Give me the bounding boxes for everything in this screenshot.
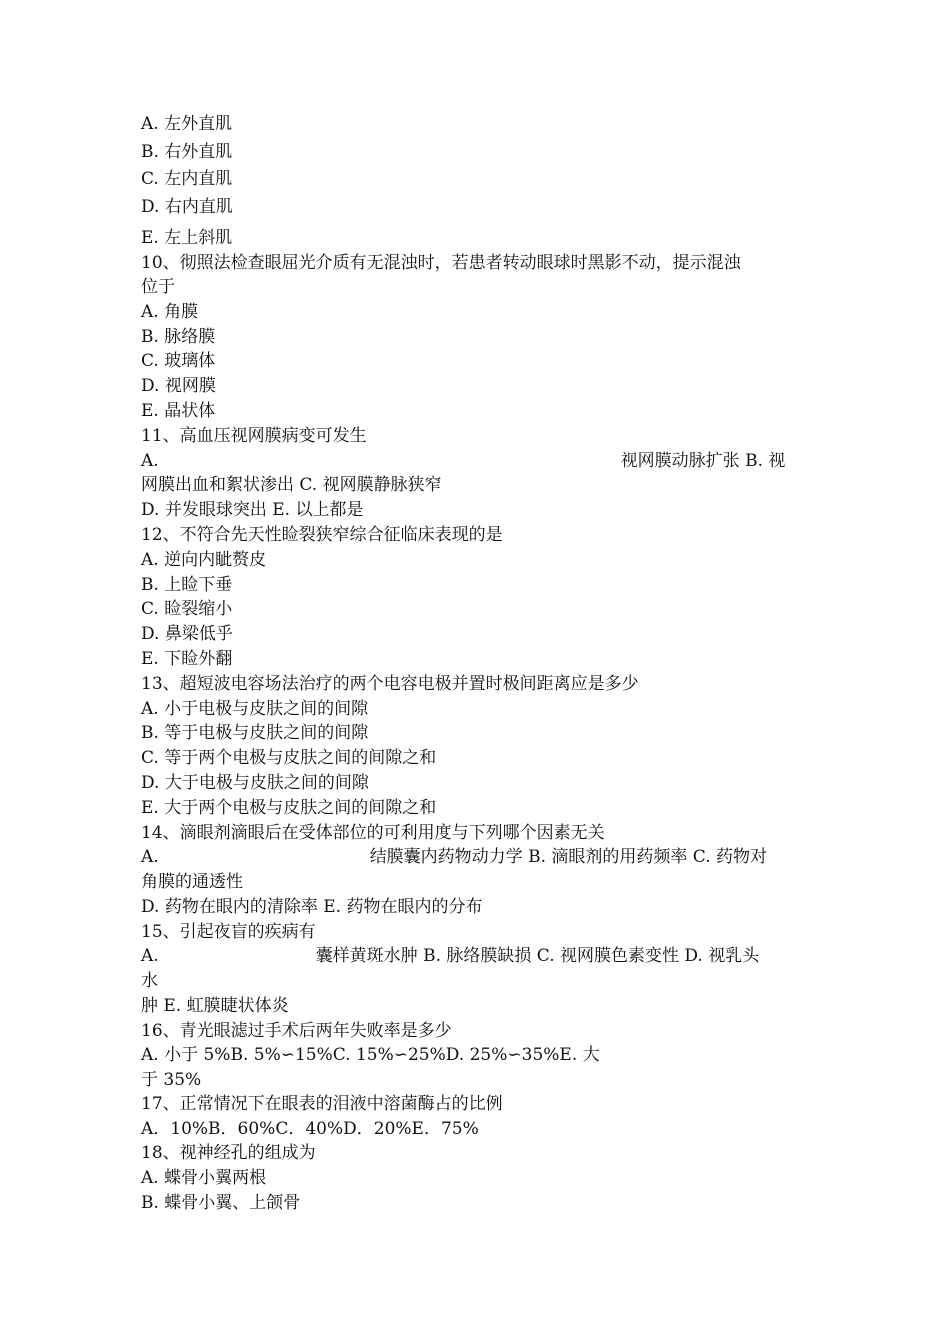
question-stem: 10、彻照法检查眼屈光介质有无混浊时，若患者转动眼球时黑影不动，提示混浊 (141, 253, 741, 273)
question-stem: 12、不符合先天性睑裂狭窄综合征临床表现的是 (141, 525, 503, 545)
option-text: 视网膜动脉扩张 B. 视 (620, 451, 786, 471)
question-stem: 15、引起夜盲的疾病有 (141, 922, 316, 942)
option-label: A. (141, 847, 159, 867)
option-line: D. 鼻梁低乎 (141, 624, 233, 644)
option-line: E. 晶状体 (141, 401, 216, 421)
option-line (141, 944, 759, 968)
option-line: C. 玻璃体 (141, 351, 216, 371)
option-line: A. 小于 5%B. 5%∽15%C. 15%∽25%D. 25%∽35%E. 大 (141, 1045, 600, 1065)
option-line: A. 左外直肌 (141, 114, 233, 134)
option-line: E. 大于两个电极与皮肤之间的间隙之和 (141, 798, 437, 818)
question-stem: 13、超短波电容场法治疗的两个电容电极并置时极间距离应是多少 (141, 674, 639, 694)
option-line: B. 右外直肌 (141, 142, 233, 162)
option-line: D. 右内直肌 (141, 197, 233, 217)
question-stem: 11、高血压视网膜病变可发生 (141, 426, 367, 446)
question-stem: 14、滴眼剂滴眼后在受体部位的可利用度与下列哪个因素无关 (141, 823, 605, 843)
option-line: A. 蝶骨小翼两根 (141, 1168, 267, 1188)
option-line: 角膜的通透性 (141, 872, 243, 892)
option-text: 结膜囊内药物动力学 B. 滴眼剂的用药频率 C. 药物对 (369, 847, 768, 867)
option-line: C. 等于两个电极与皮肤之间的间隙之和 (141, 748, 437, 768)
question-stem: 16、青光眼滤过手术后两年失败率是多少 (141, 1021, 452, 1041)
option-line: E. 左上斜肌 (141, 228, 233, 248)
option-line (141, 845, 767, 869)
option-text: 囊样黄斑水肿 B. 脉络膜缺损 C. 视网膜色素变性 D. 视乳头 (315, 946, 760, 966)
option-line: D. 药物在眼内的清除率 E. 药物在眼内的分布 (141, 897, 483, 917)
option-line: B. 上睑下垂 (141, 575, 233, 595)
option-label: A. (141, 451, 159, 471)
option-line: A. 逆向内眦赘皮 (141, 550, 267, 570)
option-line: D. 大于电极与皮肤之间的间隙 (141, 773, 369, 793)
question-stem: 17、正常情况下在眼表的泪液中溶菌酶占的比例 (141, 1094, 503, 1114)
option-line: A．10%B．60%C．40%D．20%E．75% (141, 1119, 479, 1139)
option-line: 网膜出血和絮状渗出 C. 视网膜静脉狭窄 (141, 475, 442, 495)
option-line: A. 角膜 (141, 302, 199, 322)
question-stem: 位于 (141, 277, 175, 297)
option-line (141, 449, 785, 473)
option-line: E. 下睑外翻 (141, 649, 233, 669)
option-line: A. 小于电极与皮肤之间的间隙 (141, 699, 369, 719)
option-line: D. 并发眼球突出 E. 以上都是 (141, 500, 364, 520)
option-line: C. 左内直肌 (141, 169, 233, 189)
option-line: B. 蝶骨小翼、上颌骨 (141, 1193, 301, 1213)
option-line: 于 35% (141, 1070, 202, 1090)
question-stem: 18、视神经孔的组成为 (141, 1143, 316, 1163)
option-line: B. 脉络膜 (141, 327, 216, 347)
option-label: A. (141, 946, 159, 966)
option-line: 肿 E. 虹膜睫状体炎 (141, 996, 289, 1016)
option-line: C. 睑裂缩小 (141, 599, 233, 619)
option-line: D. 视网膜 (141, 376, 216, 396)
option-line: 水 (141, 971, 158, 991)
option-line: B. 等于电极与皮肤之间的间隙 (141, 723, 369, 743)
